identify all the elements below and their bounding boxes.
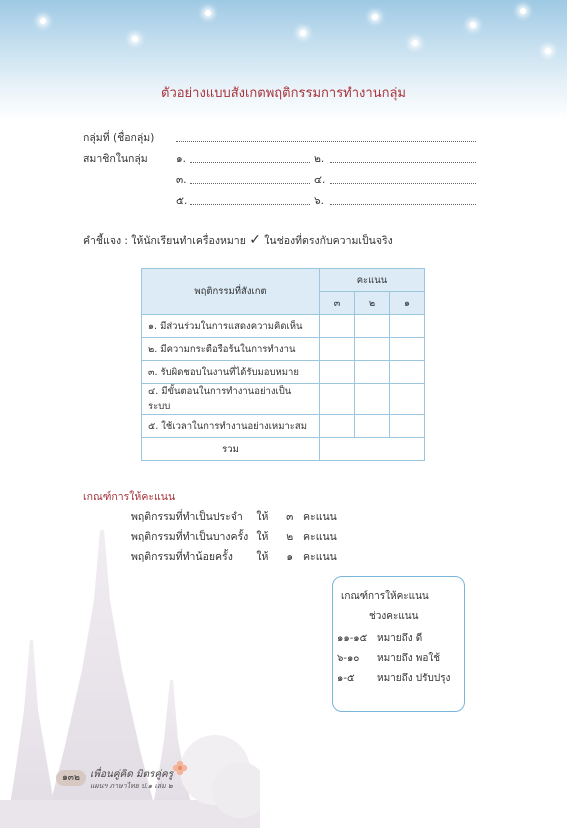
score-range-row [337,671,450,686]
score-cell[interactable] [320,338,355,361]
criteria-row [131,528,337,545]
page-number: ๑๓๒ [56,770,86,786]
score-range: ๑๑-๑๕ [337,633,368,644]
flower-icon [172,760,188,776]
members-label: สมาชิกในกลุ่ม [83,153,148,165]
behavior-item: ๔. มีขั้นตอนในการทำงานอย่างเป็นระบบ [142,384,320,415]
criteria-behavior: พฤติกรรมที่ทำน้อยครั้ง [131,551,233,563]
criteria-give: ให้ [256,531,269,543]
instruction-text-end: ในช่องที่ตรงกับความเป็นจริง [264,235,393,247]
member-field[interactable] [330,183,476,184]
checkmark-icon: ✓ [249,232,261,248]
criteria-score: ๓ [286,511,294,523]
sparkle-icon [412,40,418,46]
score-range: ๖-๑๐ [337,653,360,664]
sparkle-icon [205,10,211,16]
score-column-header: ๒ [355,292,390,315]
behavior-item: ๑. มีส่วนร่วมในการแสดงความคิดเห็น [142,315,320,338]
score-box-title: เกณฑ์การให้คะแนน [341,591,429,602]
table-row [142,315,425,338]
sparkle-icon [372,14,378,20]
score-cell[interactable] [355,384,390,415]
score-cell[interactable] [390,415,425,438]
table-row [142,415,425,438]
score-cell[interactable] [320,361,355,384]
page-title: ตัวอย่างแบบสังเกตพฤติกรรมการทำงานกลุ่ม [161,86,406,101]
criteria-score: ๒ [286,531,294,543]
behavior-header: พฤติกรรมที่สังเกต [142,269,320,315]
criteria-behavior: พฤติกรรมที่ทำเป็นประจำ [131,511,243,523]
sparkle-icon [520,8,526,14]
score-box-subtitle: ช่วงคะแนน [369,611,419,622]
table-row [142,338,425,361]
criteria-title: เกณฑ์การให้คะแนน [83,491,176,503]
criteria-unit: คะแนน [303,551,337,563]
member-field[interactable] [190,204,310,205]
behavior-item: ๓. รับผิดชอบในงานที่ได้รับมอบหมาย [142,361,320,384]
score-range-row [337,651,440,666]
series-subtitle: แผนฯ ภาษาไทย ป.๑ เล่ม ๒ [90,782,173,790]
sparkle-icon [40,18,46,24]
score-column-header: ๑ [390,292,425,315]
score-range-box [332,576,465,712]
criteria-unit: คะแนน [303,531,337,543]
criteria-give: ให้ [256,511,269,523]
member-number: ๕. [176,195,188,207]
member-number: ๔. [314,174,326,186]
member-number: ๒. [314,153,325,165]
score-cell[interactable] [355,415,390,438]
score-cell[interactable] [355,361,390,384]
score-meaning: หมายถึง ปรับปรุง [377,673,451,684]
total-label: รวม [142,438,320,461]
criteria-unit: คะแนน [303,511,337,523]
score-header: คะแนน [320,269,425,292]
criteria-give: ให้ [256,551,269,563]
sparkle-icon [545,48,551,54]
member-number: ๓. [176,174,187,186]
behavior-item: ๕. ใช้เวลาในการทำงานอย่างเหมาะสม [142,415,320,438]
instruction-text: คำชี้แจง : ให้นักเรียนทำเครื่องหมาย [83,235,246,247]
table-row [142,361,425,384]
member-field[interactable] [330,162,476,163]
member-field[interactable] [190,183,310,184]
criteria-row [131,548,337,565]
score-range-row [337,631,422,646]
member-field[interactable] [190,162,310,163]
member-field[interactable] [330,204,476,205]
member-number: ๖. [314,195,325,207]
score-cell[interactable] [390,361,425,384]
score-column-header: ๓ [320,292,355,315]
criteria-behavior: พฤติกรรมที่ทำเป็นบางครั้ง [131,531,249,543]
behavior-item: ๒. มีความกระตือรือร้นในการทำงาน [142,338,320,361]
score-cell[interactable] [355,338,390,361]
sparkle-icon [132,36,138,42]
group-name-label: กลุ่มที่ (ชื่อกลุ่ม) [83,132,155,144]
observation-table [141,268,425,461]
score-cell[interactable] [320,315,355,338]
score-cell[interactable] [390,384,425,415]
sparkle-icon [470,22,476,28]
score-range: ๑-๕ [337,673,355,684]
member-number: ๑. [176,153,187,165]
table-row [142,384,425,415]
score-cell[interactable] [320,384,355,415]
criteria-row [131,508,337,525]
total-row [142,438,425,461]
score-meaning: หมายถึง พอใช้ [377,653,441,664]
group-name-field[interactable] [176,141,476,142]
instruction [83,232,393,249]
sparkle-icon [300,30,306,36]
series-name: เพื่อนคู่คิด มิตรคู่ครู [90,769,174,780]
score-meaning: หมายถึง ดี [377,633,423,644]
score-cell[interactable] [390,338,425,361]
criteria-score: ๑ [286,551,294,563]
score-cell[interactable] [390,315,425,338]
score-cell[interactable] [355,315,390,338]
total-cell[interactable] [320,438,425,461]
score-cell[interactable] [320,415,355,438]
